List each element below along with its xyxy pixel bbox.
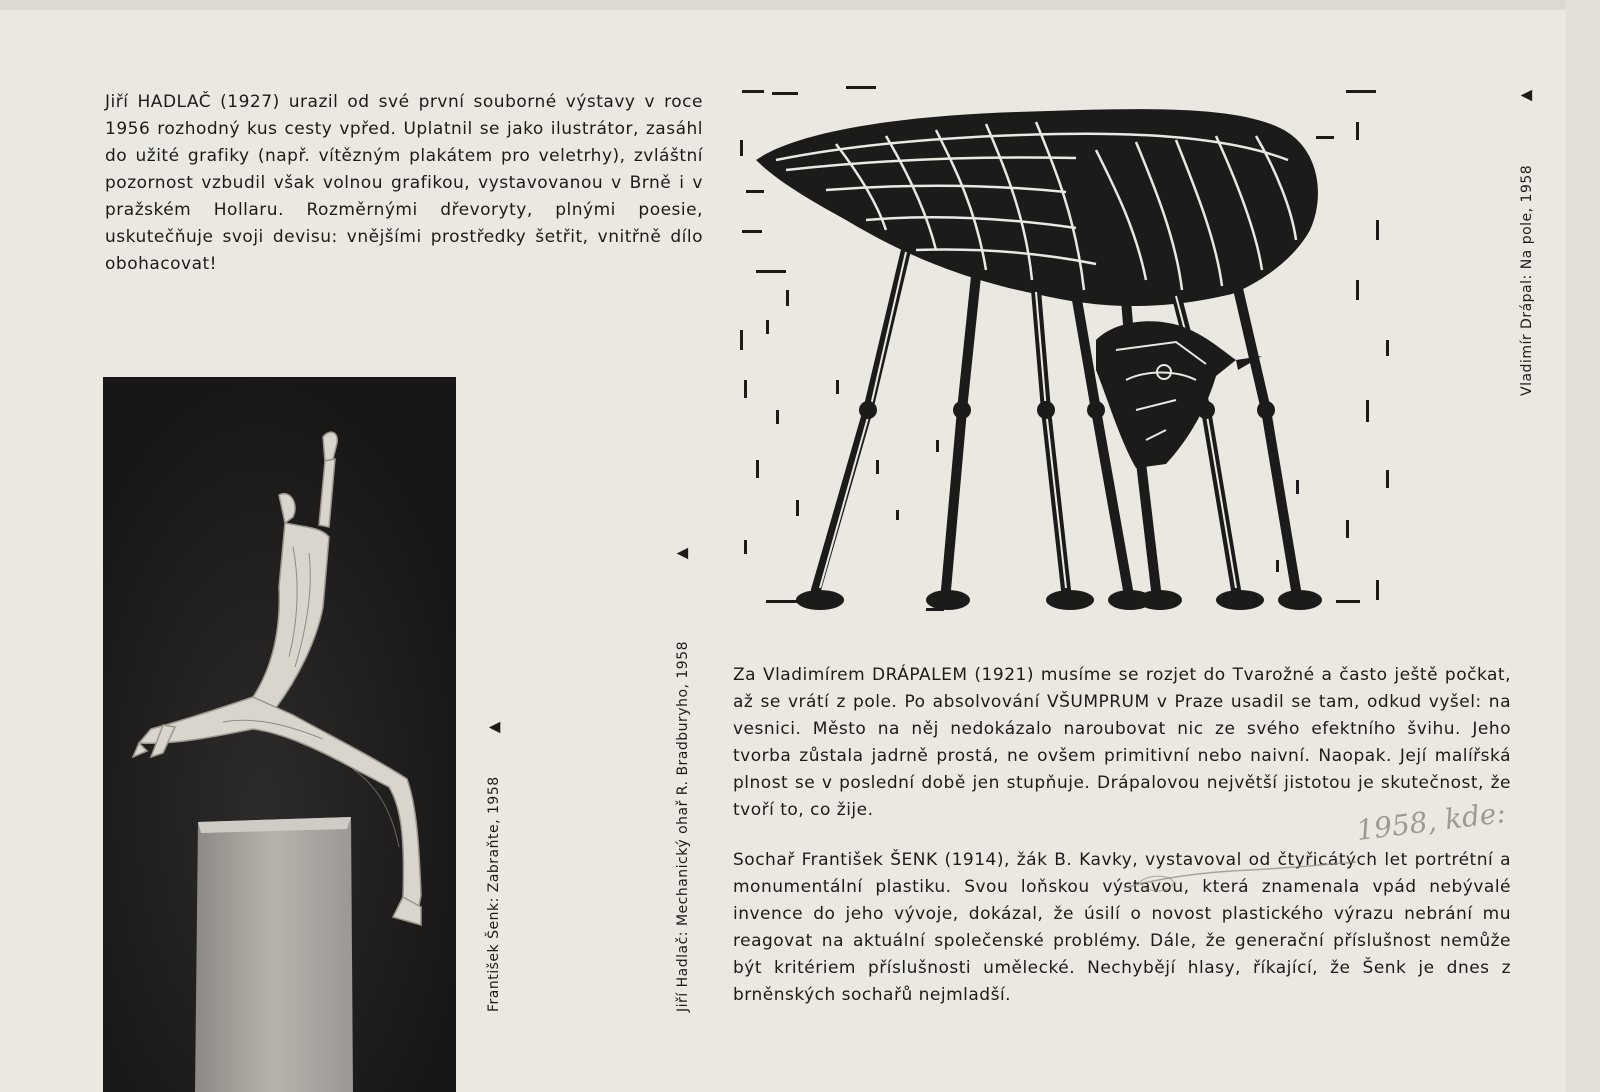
page-right-edge <box>1566 0 1600 1092</box>
pencil-annotation: 1958, kde: <box>1354 795 1508 848</box>
drapal-caption: Vladimír Drápal: Na pole, 1958 <box>1519 164 1535 396</box>
woodcut-illustration <box>736 80 1426 640</box>
page-top-edge <box>0 0 1600 10</box>
senk-caption: František Šenk: Zabraňte, 1958 <box>486 776 502 1012</box>
senk-paragraph: Sochař František ŠENK (1914), žák B. Kavky, vystavoval od čtyřicátých let portrétní a monumentální plastiku. Svou loňskou výstavou, která znamenala vpád nebývalé invence do jeho vývoje, dokázal, že úsilí o novost plastického výrazu nebrání mu reagovat na aktuální společenské problémy. Dále, že generační příslušnost nemůže být kritériem příslušnosti umělecké. Nechybějí hlasy, říkající, že Šenk je dnes z brněnských sochařů nejmladší. <box>733 850 1511 1005</box>
up-triangle-icon: ▲ <box>484 721 503 734</box>
drapal-paragraph: Za Vladimírem DRÁPALEM (1921) musíme se rozjet do Tvarožné a často ještě počkat, až se vrátí z pole. Po absolvování VŠUMPRUM v Praze usadil se tam, odkud vyšel: na vesnici. Město na něj nedokázalo naroubovat nic ze svého efektního švihu. Jeho tvorba zůstala jadrně prostá, ne ovšem primitivní nebo naivní. Naopak. Její malířská plnost se v poslední době jen stupňuje. Drápalovou největší jistotou je skutečnost, že tvoří to, co žije. <box>733 665 1511 820</box>
hadlac-paragraph: Jiří HADLAČ (1927) urazil od své první souborné výstavy v roce 1956 rozhodný kus cesty vpřed. Uplatnil se jako ilustrátor, zasáhl do užité grafiky (např. vítězným plakátem pro veletrhy), zvláštní pozornost vzbudil však volnou grafikou, vystavovanou v Brně i v pražském Hollaru. Rozměrnými dřevoryty, plnými poesie, uskutečňuje svoji devisu: vnějšími prostředky šetřit, vnitřně dílo obohacovat! <box>105 92 703 274</box>
hadlac-article <box>105 89 703 278</box>
down-triangle-icon: ▼ <box>1518 89 1537 102</box>
down-triangle-icon: ▼ <box>674 547 693 560</box>
hadlac-caption: Jiří Hadlač: Mechanický ohař R. Bradburyho, 1958 <box>675 640 691 1012</box>
drapal-article <box>733 662 1511 824</box>
pencil-stroke-mark <box>1120 858 1360 898</box>
sculpture-photo <box>103 377 456 1092</box>
